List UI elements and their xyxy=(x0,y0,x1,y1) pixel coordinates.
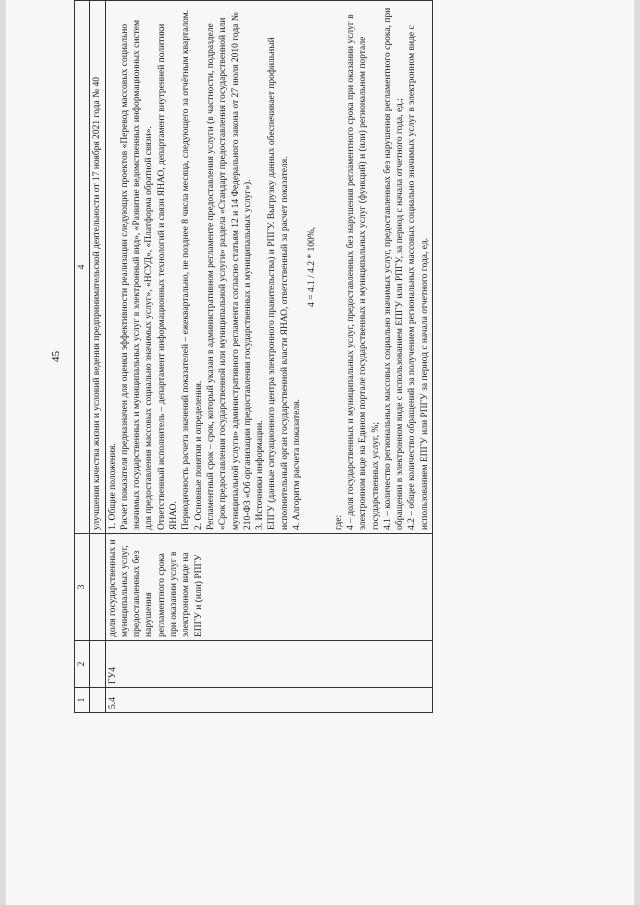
deadline-paragraph: Регламентный срок – срок, который указан в административном регламенте предоставления услуги (в частности, подразделе «Срок предоставления государственной или муниципальной услуги» раздела «Стандарт предоставления государственной или муниципальной услуги» административного регламента согласно статьям 12 и 14 Федерального закона от 27 июля 2010 года № 210-ФЗ «Об организации предоставления государственных и муниципальных услуг»). xyxy=(205,12,253,530)
continuation-text: улучшения качества жизни и условий ведения предпринимательской деятельности от 17 ноября 2021 года № 40 xyxy=(90,1,105,534)
definition-4-1: 4.1 – количество региональных массовых социально значимых услуг, предоставленных без нарушения регламентного срока, при обращении в электронном виде с использованием ЕПГУ или РПГУ, за период с начала отчетного года, ед.; xyxy=(382,7,406,530)
column-number-row xyxy=(75,1,90,713)
definition-4: 4 – доля государственных и муниципальных услуг, предоставленных без нарушения регламентного срока при оказании услуг в электронном виде на Едином портале государственных и муниципальных услуг (функций) и (или) региональном портале государственных услуг, %; xyxy=(345,14,381,530)
section-1-heading: 1. Общие положения. xyxy=(107,443,118,530)
rotated-page xyxy=(48,0,638,713)
column-number-2: 2 xyxy=(75,641,90,688)
definition-4-2: 4.2 – общее количество обращений за получением региональных массовых социально значимых услуг в электронном виде с использованием ЕПГУ или РПГУ за период с начала отчетного года, ед. xyxy=(407,25,430,530)
page-number: 45 xyxy=(50,351,62,362)
section-4-heading: 4. Алгоритм расчета показателя. xyxy=(292,399,303,530)
formula: 4 = 4.1 / 4.2 * 100%, xyxy=(307,226,318,308)
indicator-table xyxy=(74,0,433,713)
column-number-4: 4 xyxy=(75,1,90,534)
continuation-row xyxy=(90,1,105,713)
responsible-paragraph: Ответственный исполнитель – департамент информационных технологий и связи ЯНАО, департамент внутренней политики ЯНАО. xyxy=(156,23,180,530)
column-number-3: 3 xyxy=(75,534,90,641)
periodicity-paragraph: Периодичность расчета значений показателей – ежеквартально, не позднее 8 числа месяца, следующего за отчётным кварталом. xyxy=(181,9,192,530)
where-label: где: xyxy=(333,514,344,530)
sources-paragraph: ЕПГУ (данные ситуационного центра электронного правительства) и РПГУ. Выгрузку данных обеспечивает профильный исполнительный орган государственной власти ЯНАО, ответственный за расчет показателя. xyxy=(267,37,290,530)
purpose-paragraph: Расчет показателя предназначен для оценки эффективности реализации следующих проектов «Перевод массовых социально значимых государственных и муниципальных услуг в электронный вид», «Развитие ведомственных информационных систем для предоставления массовых социально значимых услуг», «НСУД», «Платформа обратной связи». xyxy=(119,19,155,530)
document-sheet xyxy=(6,0,634,905)
table-row xyxy=(105,1,432,713)
row-code: ГУ4 xyxy=(105,641,432,688)
row-indicator: доля государственных и муниципальных услуг, предоставленных без нарушения регламентного срока при оказании услуг в электронном виде на ЕПГУ и (или) РПГУ xyxy=(105,534,432,641)
row-description xyxy=(105,1,432,534)
column-number-1: 1 xyxy=(75,688,90,713)
section-2-heading: 2. Основные понятия и определения. xyxy=(193,380,204,530)
section-3-heading: 3. Источники информации. xyxy=(255,420,266,530)
row-number: 5.4 xyxy=(105,688,432,713)
